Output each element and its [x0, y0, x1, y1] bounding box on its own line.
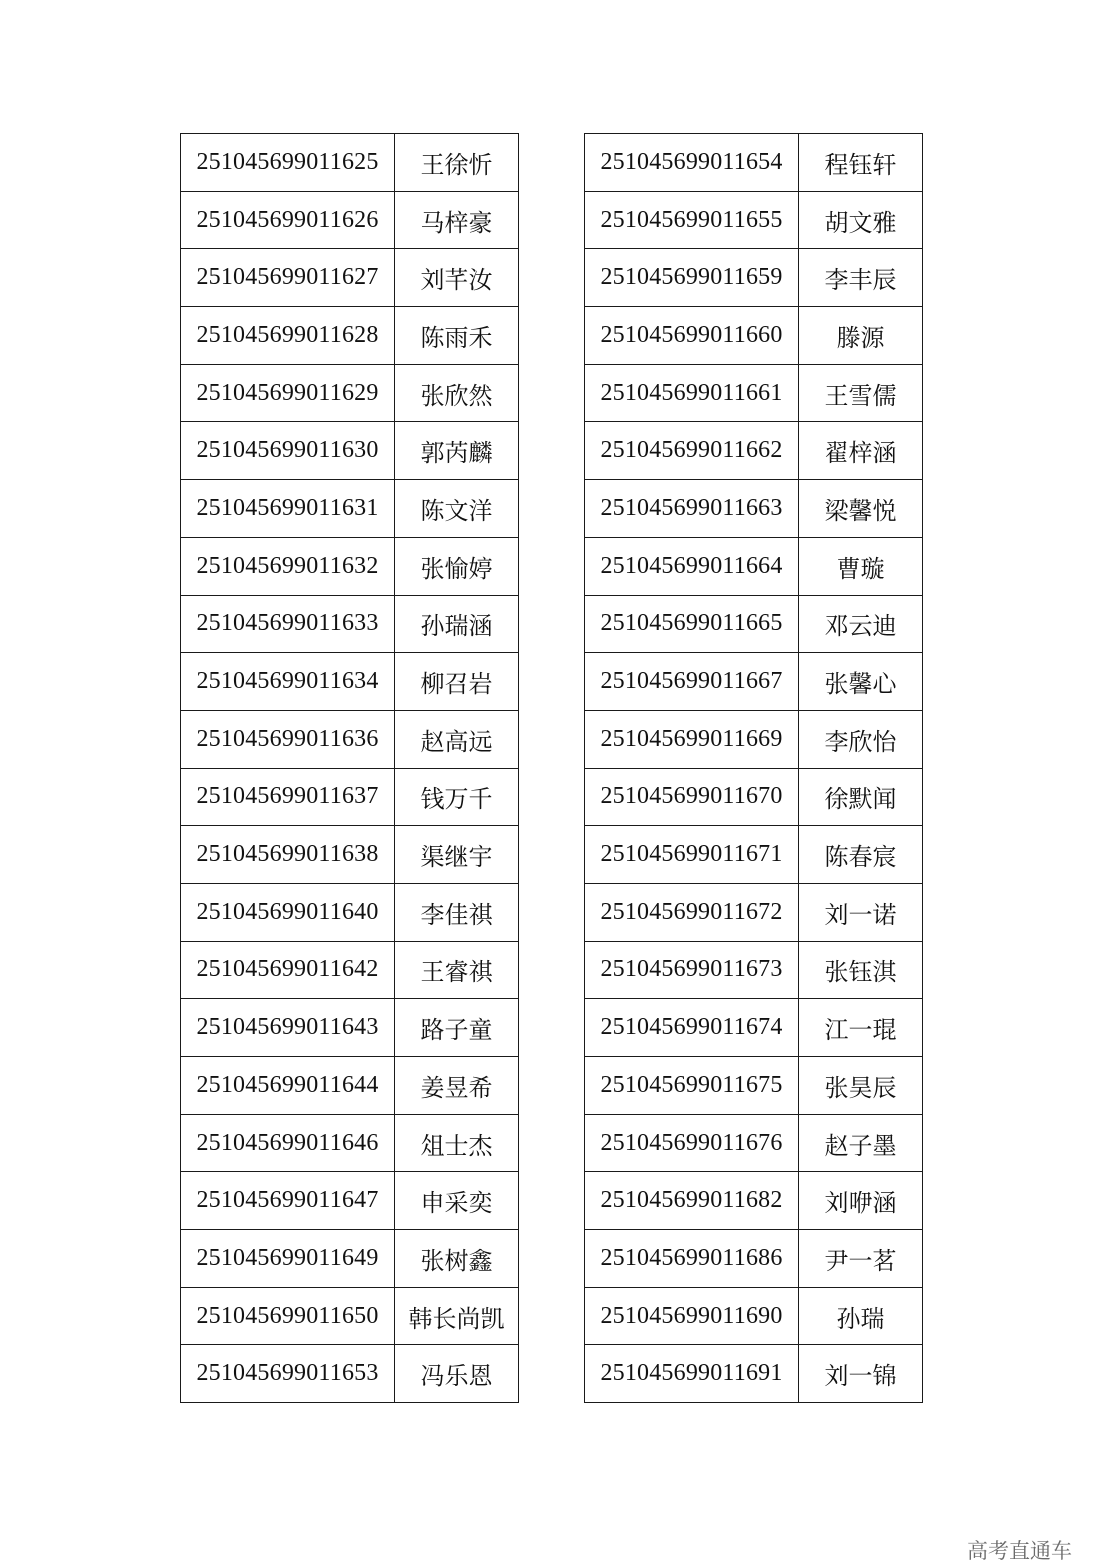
- candidate-id-cell: 251045699011673: [585, 941, 799, 999]
- table-row: [585, 537, 923, 595]
- candidate-id-cell: 251045699011670: [585, 768, 799, 826]
- table-row: [585, 1057, 923, 1115]
- candidate-name-cell: 李佳祺: [395, 883, 519, 941]
- candidate-name-cell: 陈春宸: [799, 826, 923, 884]
- table-row: [181, 768, 519, 826]
- table-row: [585, 1287, 923, 1345]
- candidate-name-cell: 张树鑫: [395, 1230, 519, 1288]
- candidate-name-cell: 赵高远: [395, 710, 519, 768]
- table-row: [181, 249, 519, 307]
- candidate-name-cell: 张钰淇: [799, 941, 923, 999]
- candidate-name-cell: 梁馨悦: [799, 480, 923, 538]
- table-row: [181, 134, 519, 192]
- candidate-name-cell: 申采奕: [395, 1172, 519, 1230]
- candidate-id-cell: 251045699011667: [585, 653, 799, 711]
- table-row: [585, 249, 923, 307]
- table-row: [181, 653, 519, 711]
- candidate-id-cell: 251045699011632: [181, 537, 395, 595]
- candidate-name-cell: 程钰轩: [799, 134, 923, 192]
- table-row: [585, 134, 923, 192]
- candidate-id-cell: 251045699011671: [585, 826, 799, 884]
- table-row: [585, 768, 923, 826]
- table-row: [181, 1345, 519, 1403]
- candidate-id-cell: 251045699011633: [181, 595, 395, 653]
- candidate-name-cell: 俎士杰: [395, 1114, 519, 1172]
- table-row: [181, 1287, 519, 1345]
- candidate-id-cell: 251045699011662: [585, 422, 799, 480]
- table-row: [585, 191, 923, 249]
- table-row: [181, 480, 519, 538]
- candidate-name-cell: 刘一诺: [799, 883, 923, 941]
- table-row: [181, 1114, 519, 1172]
- candidate-id-cell: 251045699011682: [585, 1172, 799, 1230]
- table-row: [181, 191, 519, 249]
- candidate-name-cell: 郭芮麟: [395, 422, 519, 480]
- candidate-id-cell: 251045699011690: [585, 1287, 799, 1345]
- table-row: [181, 307, 519, 365]
- candidate-id-cell: 251045699011627: [181, 249, 395, 307]
- table-row: [181, 999, 519, 1057]
- candidate-id-cell: 251045699011649: [181, 1230, 395, 1288]
- candidate-name-cell: 陈文洋: [395, 480, 519, 538]
- candidate-id-cell: 251045699011626: [181, 191, 395, 249]
- candidate-name-cell: 王睿祺: [395, 941, 519, 999]
- candidate-id-cell: 251045699011631: [181, 480, 395, 538]
- candidate-name-cell: 孙瑞: [799, 1287, 923, 1345]
- table-row: [181, 1172, 519, 1230]
- candidate-name-cell: 路子童: [395, 999, 519, 1057]
- candidate-name-cell: 陈雨禾: [395, 307, 519, 365]
- right-roster-table: [584, 133, 923, 1403]
- table-row: [181, 422, 519, 480]
- candidate-name-cell: 滕源: [799, 307, 923, 365]
- candidate-id-cell: 251045699011674: [585, 999, 799, 1057]
- table-row: [181, 537, 519, 595]
- candidate-id-cell: 251045699011669: [585, 710, 799, 768]
- table-row: [181, 364, 519, 422]
- watermark-text: 高考直通车: [967, 1539, 1072, 1563]
- candidate-id-cell: 251045699011659: [585, 249, 799, 307]
- candidate-id-cell: 251045699011675: [585, 1057, 799, 1115]
- table-row: [585, 826, 923, 884]
- candidate-id-cell: 251045699011636: [181, 710, 395, 768]
- candidate-id-cell: 251045699011686: [585, 1230, 799, 1288]
- candidate-name-cell: 姜昱希: [395, 1057, 519, 1115]
- candidate-name-cell: 刘一锦: [799, 1345, 923, 1403]
- candidate-id-cell: 251045699011672: [585, 883, 799, 941]
- candidate-name-cell: 刘芊汝: [395, 249, 519, 307]
- table-row: [585, 653, 923, 711]
- candidate-id-cell: 251045699011664: [585, 537, 799, 595]
- candidate-id-cell: 251045699011650: [181, 1287, 395, 1345]
- candidate-name-cell: 张愉婷: [395, 537, 519, 595]
- table-row: [585, 307, 923, 365]
- table-row: [181, 941, 519, 999]
- candidate-id-cell: 251045699011676: [585, 1114, 799, 1172]
- candidate-id-cell: 251045699011628: [181, 307, 395, 365]
- candidate-name-cell: 李欣怡: [799, 710, 923, 768]
- table-row: [585, 1345, 923, 1403]
- table-row: [181, 826, 519, 884]
- table-row: [585, 1114, 923, 1172]
- table-row: [181, 883, 519, 941]
- candidate-name-cell: 冯乐恩: [395, 1345, 519, 1403]
- candidate-id-cell: 251045699011665: [585, 595, 799, 653]
- candidate-name-cell: 李丰辰: [799, 249, 923, 307]
- table-row: [181, 1057, 519, 1115]
- candidate-id-cell: 251045699011653: [181, 1345, 395, 1403]
- candidate-id-cell: 251045699011660: [585, 307, 799, 365]
- table-row: [585, 1230, 923, 1288]
- candidate-name-cell: 孙瑞涵: [395, 595, 519, 653]
- candidate-id-cell: 251045699011638: [181, 826, 395, 884]
- table-row: [585, 883, 923, 941]
- candidate-name-cell: 韩长尚凯: [395, 1287, 519, 1345]
- candidate-id-cell: 251045699011643: [181, 999, 395, 1057]
- candidate-id-cell: 251045699011637: [181, 768, 395, 826]
- table-row: [585, 480, 923, 538]
- table-row: [181, 1230, 519, 1288]
- table-row: [585, 1172, 923, 1230]
- candidate-id-cell: 251045699011625: [181, 134, 395, 192]
- table-row: [585, 999, 923, 1057]
- candidate-id-cell: 251045699011661: [585, 364, 799, 422]
- candidate-name-cell: 江一琨: [799, 999, 923, 1057]
- table-row: [181, 595, 519, 653]
- candidate-id-cell: 251045699011630: [181, 422, 395, 480]
- candidate-name-cell: 赵子墨: [799, 1114, 923, 1172]
- candidate-name-cell: 马梓豪: [395, 191, 519, 249]
- candidate-name-cell: 渠继宇: [395, 826, 519, 884]
- candidate-id-cell: 251045699011655: [585, 191, 799, 249]
- candidate-id-cell: 251045699011640: [181, 883, 395, 941]
- candidate-id-cell: 251045699011642: [181, 941, 395, 999]
- table-row: [585, 422, 923, 480]
- candidate-id-cell: 251045699011647: [181, 1172, 395, 1230]
- candidate-name-cell: 刘咿涵: [799, 1172, 923, 1230]
- candidate-name-cell: 张昊辰: [799, 1057, 923, 1115]
- candidate-id-cell: 251045699011644: [181, 1057, 395, 1115]
- candidate-id-cell: 251045699011691: [585, 1345, 799, 1403]
- candidate-id-cell: 251045699011654: [585, 134, 799, 192]
- candidate-name-cell: 翟梓涵: [799, 422, 923, 480]
- candidate-name-cell: 邓云迪: [799, 595, 923, 653]
- candidate-id-cell: 251045699011634: [181, 653, 395, 711]
- candidate-name-cell: 张欣然: [395, 364, 519, 422]
- table-row: [585, 710, 923, 768]
- candidate-name-cell: 徐默闻: [799, 768, 923, 826]
- candidate-name-cell: 张馨心: [799, 653, 923, 711]
- candidate-name-cell: 柳召岩: [395, 653, 519, 711]
- table-row: [181, 710, 519, 768]
- candidate-id-cell: 251045699011663: [585, 480, 799, 538]
- candidate-id-cell: 251045699011646: [181, 1114, 395, 1172]
- candidate-name-cell: 胡文雅: [799, 191, 923, 249]
- table-row: [585, 941, 923, 999]
- candidate-name-cell: 曹璇: [799, 537, 923, 595]
- candidate-name-cell: 尹一茗: [799, 1230, 923, 1288]
- table-row: [585, 595, 923, 653]
- candidate-name-cell: 王雪儒: [799, 364, 923, 422]
- left-roster-table: [180, 133, 519, 1403]
- candidate-name-cell: 王徐忻: [395, 134, 519, 192]
- candidate-id-cell: 251045699011629: [181, 364, 395, 422]
- table-row: [585, 364, 923, 422]
- candidate-name-cell: 钱万千: [395, 768, 519, 826]
